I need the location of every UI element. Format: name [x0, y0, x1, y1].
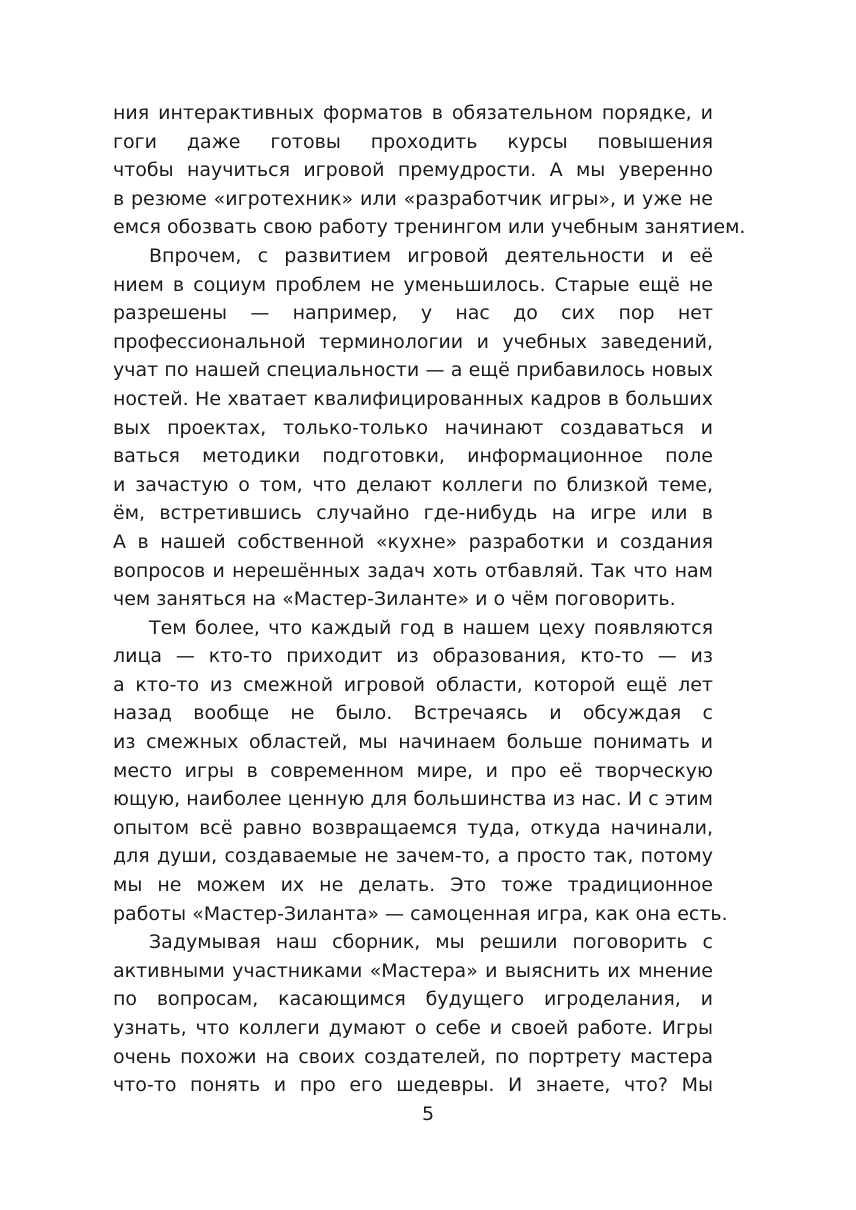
text-line: в резюме «игротехник» или «разработчик игры», и уже не — [113, 187, 713, 210]
text-line: Задумывая наш сборник, мы решили поговорить с — [149, 931, 713, 954]
paragraph-2 — [113, 242, 713, 614]
text-line: ния интерактивных форматов в обязательном порядке, и — [113, 102, 713, 124]
text-line: активными участниками «Мастера» и выяснить их мнение — [113, 959, 713, 982]
text-line: лица — кто-то приходит из образования, кто-то — из — [113, 645, 713, 668]
text-line: работы «Мастер-Зиланта» — самоценная игра, как она есть. — [113, 902, 728, 925]
text-line: нием в социум проблем не уменьшилось. Старые ещё не — [113, 273, 713, 296]
text-line: опытом всё равно возвращаемся туда, откуда начинали, — [113, 816, 713, 839]
text-line: разрешены — например, у нас до сих пор нет — [113, 302, 713, 325]
text-line: вых проектах, только-только начинают создаваться и — [113, 416, 713, 439]
text-line: ваться методики подготовки, информационное поле — [113, 445, 713, 468]
paragraph-4 — [113, 928, 713, 1100]
text-line: профессиональной терминологии и учебных заведений, — [113, 330, 713, 353]
text-line: по вопросам, касающимся будущего игроделания, и — [113, 988, 713, 1011]
text-line: ём, встретившись случайно где-нибудь на игре или в — [113, 502, 713, 525]
text-line: а кто-то из смежной игровой области, которой ещё лет — [113, 673, 713, 696]
text-line: что-то понять и про его шедевры. И знаете, что? Мы — [113, 1074, 713, 1097]
text-line: А в нашей собственной «кухне» разработки и создания — [113, 530, 713, 553]
text-line: назад вообще не было. Встречаясь и обсуждая с — [113, 702, 713, 725]
text-line: вопросов и нерешённых задач хоть отбавляй. Так что нам — [113, 559, 713, 582]
text-line: для души, создаваемые не зачем-то, а просто так, потому — [113, 845, 713, 868]
text-line: емся обозвать свою работу тренингом или учебным занятием. — [113, 216, 746, 239]
paragraph-1 — [113, 99, 746, 242]
text-line: из смежных областей, мы начинаем больше понимать и — [113, 731, 713, 754]
page-text-block — [113, 99, 746, 1100]
text-line: учат по нашей специальности — а ещё прибавилось новых — [113, 359, 713, 382]
text-line: чем заняться на «Мастер-Зиланте» и о чём поговорить. — [113, 588, 676, 611]
text-line: и зачастую о том, что делают коллеги по близкой теме, — [113, 473, 713, 496]
text-line: ностей. Не хватает квалифицированных кадров в больших — [113, 387, 713, 410]
text-line: узнать, что коллеги думают о себе и своей работе. Игры — [113, 1017, 713, 1039]
text-line: очень похожи на своих создателей, по портрету мастера — [113, 1045, 713, 1068]
text-line: чтобы научиться игровой премудрости. А мы уверенно — [113, 159, 713, 182]
text-line: мы не можем их не делать. Это тоже традиционное — [113, 874, 713, 897]
paragraph-3 — [113, 614, 728, 929]
page-number: 5 — [421, 1103, 435, 1125]
text-line: Тем более, что каждый год в нашем цеху появляются — [149, 616, 713, 639]
text-line: место игры в современном мире, и про её творческую — [113, 759, 713, 782]
text-line: ющую, наиболее ценную для большинства из нас. И с этим — [113, 788, 713, 811]
text-line: гоги даже готовы проходить курсы повышения — [113, 130, 713, 153]
text-line: Впрочем, с развитием игровой деятельности и её — [149, 244, 713, 267]
